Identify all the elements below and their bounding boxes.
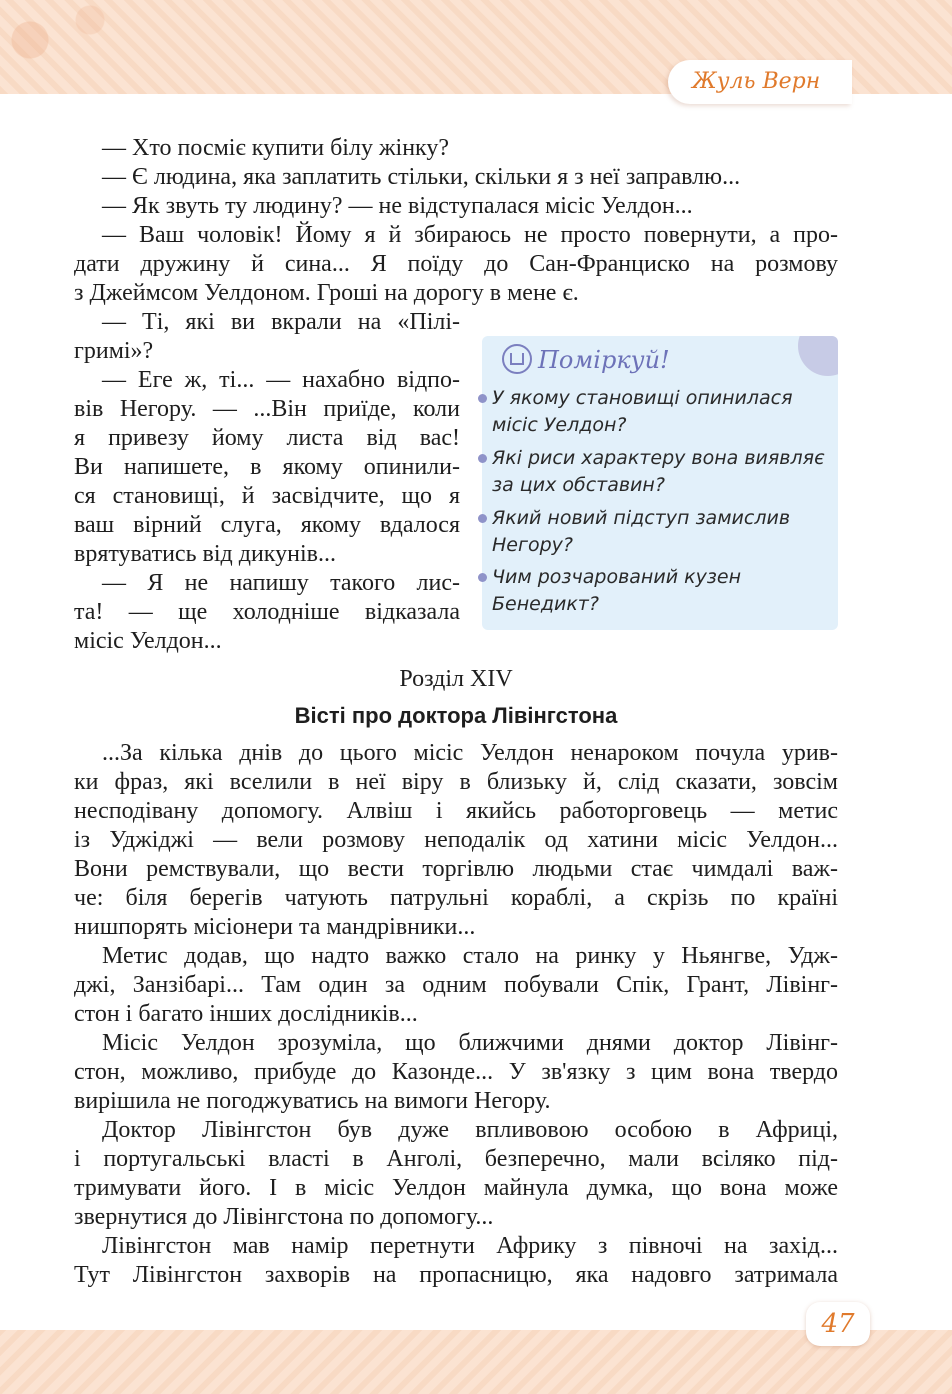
- left-column-line: я привезу йому листа від вас!: [74, 425, 460, 451]
- question-line: місіс Уелдон?: [492, 414, 627, 436]
- dialogue-line: — Є людина, яка заплатить стільки, скільки я з неї заправлю...: [102, 164, 741, 190]
- left-column-line: ся становищі, й засвідчите, що я: [74, 483, 460, 509]
- body-line: ки фраз, які вселили в неї віру в близьку й, слід сказати, зовсім: [74, 769, 838, 795]
- running-header-author: Жуль Верн: [692, 69, 821, 94]
- dialogue-line: — Як звуть ту людину? — не відступалася місіс Уелдон...: [102, 193, 693, 219]
- page-number: 47: [821, 1309, 855, 1339]
- body-line: стон і багато інших дослідників...: [74, 1001, 418, 1027]
- body-line: Тут Лівінгстон захворів на пропасницю, яка надовго затримала: [74, 1262, 838, 1288]
- body-line: че: біля берегів чатують патрульні кораблі, а скрізь по країні: [74, 885, 838, 911]
- bullet-icon: [478, 573, 487, 582]
- question-line: Які риси характеру вона виявляє: [492, 447, 825, 469]
- left-column-line: — Еге ж, ті... — нахабно відпо-: [102, 367, 460, 393]
- left-column-line: врятуватись від дикунів...: [74, 541, 336, 567]
- body-line: із Уджіджі — вели розмову неподалік од хатини місіс Уелдон...: [74, 827, 838, 853]
- body-line: нишпорять місіонери та мандрівники...: [74, 914, 476, 940]
- question-line: Чим розчарований кузен: [492, 566, 742, 588]
- body-line: тримувати його. І в місіс Уелдон майнула думка, що вона може: [74, 1175, 838, 1201]
- bullet-icon: [478, 454, 487, 463]
- question-line: Бенедикт?: [492, 593, 599, 615]
- paragraph-line: — Ваш чоловік! Йому я й збираюсь не просто повернути, а про-: [102, 222, 838, 248]
- body-line: ...За кілька днів до цього місіс Уелдон ненароком почула урив-: [102, 740, 838, 766]
- question-line: Який новий підступ замислив: [492, 507, 791, 529]
- body-line: стон, можливо, прибуде до Казонде... У зв'язку з цим вона твердо: [74, 1059, 838, 1085]
- question-line: за цих обставин?: [492, 474, 665, 496]
- left-column-line: — Я не напишу такого лис-: [102, 570, 460, 596]
- left-column-line: ваш вірний слуга, якому вдалося: [74, 512, 460, 538]
- body-line: Місіс Уелдон зрозуміла, що ближчими днями доктор Лівінг-: [102, 1030, 838, 1056]
- paragraph-line: дати дружину й сина... Я поїду до Сан-Франциско на розмову: [74, 251, 838, 277]
- bullet-icon: [478, 514, 487, 523]
- question-line: Негору?: [492, 534, 573, 556]
- body-line: несподівану допомогу. Алвіш і якийсь работорговець — метис: [74, 798, 838, 824]
- body-line: Лівінгстон мав намір перетнути Африку з півночі на захід...: [102, 1233, 838, 1259]
- left-column-line: вів Негору. — ...Він приїде, коли: [74, 396, 460, 422]
- body-line: Вони ремствували, що вести торгівлю людьми стає чимдалі важ-: [74, 856, 838, 882]
- body-line: вирішила не погоджуватись на вимоги Негору.: [74, 1088, 551, 1114]
- think-box-corner-decoration: [798, 336, 838, 376]
- left-column-line: місіс Уелдон...: [74, 628, 222, 654]
- body-line: Доктор Лівінгстон був дуже впливовою особою в Африці,: [102, 1117, 838, 1143]
- dialogue-line: — Хто посміє купити білу жінку?: [102, 135, 450, 161]
- left-column-line: Ви напишете, в якому опинили-: [74, 454, 460, 480]
- bullet-icon: [478, 394, 487, 403]
- paragraph-line: з Джеймсом Уелдоном. Гроші на дорогу в мене є.: [74, 280, 579, 306]
- body-line: Метис додав, що надто важко стало на ринку у Ньянгве, Удж-: [102, 943, 838, 969]
- left-column-line: гримі»?: [74, 338, 154, 364]
- left-column-line: — Ті, які ви вкрали на «Пілі-: [102, 309, 460, 335]
- book-icon: [502, 344, 532, 374]
- body-line: звернутися до Лівінгстона по допомогу...: [74, 1204, 494, 1230]
- think-box-title: Поміркуй!: [538, 346, 670, 374]
- body-line: і португальські власті в Анголі, безперечно, мали всіляко під-: [74, 1146, 838, 1172]
- body-line: джі, Занзібарі... Там один за одним побували Спік, Грант, Лівінг-: [74, 972, 838, 998]
- left-column-line: та! — ще холодніше відказала: [74, 599, 460, 625]
- question-line: У якому становищі опинилася: [492, 387, 793, 409]
- chapter-number: Розділ XIV: [399, 666, 513, 692]
- chapter-title: Вісті про доктора Лівінгстона: [294, 703, 618, 728]
